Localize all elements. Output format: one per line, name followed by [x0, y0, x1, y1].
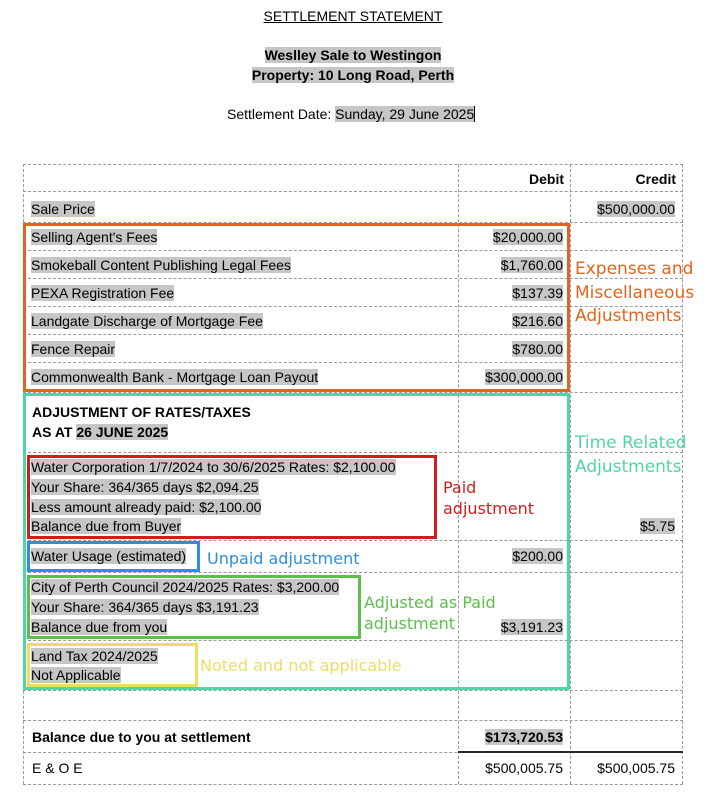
water-corp-line: Balance due from Buyer	[31, 518, 182, 534]
council-line: City of Perth Council 2024/2025 Rates: $3,200.00	[31, 579, 340, 595]
debit-credit-divider	[458, 751, 683, 753]
property-line	[0, 67, 706, 83]
expenses-box	[23, 223, 570, 392]
expense-label: Fence Repair	[31, 341, 116, 357]
grid-line	[23, 164, 683, 165]
council-line: Balance due from you	[31, 619, 168, 635]
parties-line	[0, 47, 706, 63]
grid-line	[23, 784, 683, 785]
adjusted-as-paid-annotation: Adjusted as Paid adjustment	[364, 593, 496, 633]
grid-line	[23, 720, 683, 721]
expense-debit: $20,000.00	[492, 229, 563, 245]
adjustments-as-at: AS AT 26 JUNE 2025	[32, 424, 169, 440]
parties-text: Weslley Sale to Westingon	[264, 47, 442, 63]
grid-line	[23, 191, 683, 192]
water-corp-credit: $5.75	[639, 518, 675, 534]
time-related-annotation: Time Related Adjustments	[575, 433, 687, 477]
eoe-credit: $500,005.75	[597, 760, 675, 776]
debit-header: Debit	[529, 171, 564, 187]
text-cursor	[474, 106, 475, 122]
water-corp-line: Your Share: 364/365 days $2,094.25	[31, 479, 259, 495]
paid-adjustment-box	[27, 455, 437, 539]
land-tax-line: Not Applicable	[31, 667, 121, 683]
adjustments-heading: ADJUSTMENT OF RATES/TAXES	[32, 404, 251, 420]
water-usage-debit: $200.00	[512, 548, 563, 564]
sale-price-credit: $500,000.00	[597, 201, 675, 217]
paid-annotation: Paid adjustment	[443, 478, 534, 518]
settlement-date-label: Settlement Date:	[227, 106, 336, 122]
expense-debit: $137.39	[512, 285, 563, 301]
grid-line	[570, 164, 571, 784]
expense-label: Commonwealth Bank - Mortgage Loan Payout	[31, 369, 319, 385]
expense-label: Smokeball Content Publishing Legal Fees	[31, 257, 291, 273]
settlement-date-line	[227, 106, 475, 122]
expense-label: PEXA Registration Fee	[31, 285, 175, 301]
credit-header: Credit	[635, 171, 676, 187]
water-corp-line: Water Corporation 1/7/2024 to 30/6/2025 Rates: $2,100.00	[31, 459, 396, 475]
council-debit: $3,191.23	[500, 619, 563, 635]
sale-price-label: Sale Price	[31, 201, 95, 217]
unpaid-adjustment-box	[27, 541, 200, 572]
land-tax-line: Land Tax 2024/2025	[31, 648, 158, 664]
balance-label: Balance due to you at settlement	[32, 729, 251, 745]
unpaid-annotation: Unpaid adjustment	[207, 549, 360, 568]
settlement-date-value[interactable]: Sunday, 29 June 2025	[335, 106, 475, 122]
noted-box	[27, 643, 198, 687]
water-usage-label: Water Usage (estimated)	[31, 548, 187, 564]
balance-debit: $173,720.53	[485, 729, 563, 745]
expense-label: Selling Agent's Fees	[31, 229, 158, 245]
eoe-label: E & O E	[32, 760, 83, 776]
expense-debit: $300,000.00	[485, 369, 563, 385]
expenses-annotation: Expenses and Miscellaneous Adjustments	[575, 259, 695, 326]
water-corp-line: Less amount already paid: $2,100.00	[31, 499, 262, 515]
expense-label: Landgate Discharge of Mortgage Fee	[31, 313, 263, 329]
grid-line	[23, 690, 683, 691]
expense-debit: $216.60	[512, 313, 563, 329]
council-line: Your Share: 364/365 days $3,191.23	[31, 599, 259, 615]
noted-annotation: Noted and not applicable	[200, 656, 402, 675]
property-text: Property: 10 Long Road, Perth	[251, 67, 455, 83]
expense-debit: $780.00	[512, 341, 563, 357]
adjusted-as-paid-box	[27, 575, 361, 639]
eoe-debit: $500,005.75	[485, 760, 563, 776]
statement-title: SETTLEMENT STATEMENT	[263, 8, 443, 24]
expense-debit: $1,760.00	[500, 257, 563, 273]
